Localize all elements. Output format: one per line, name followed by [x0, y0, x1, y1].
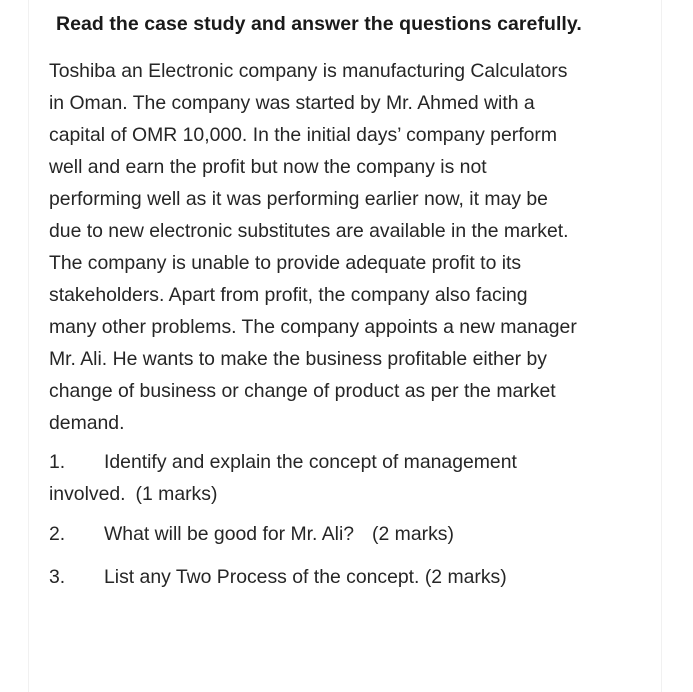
case-study-line: in Oman. The company was started by Mr. Ahmed with a: [49, 92, 535, 114]
question-text: Identify and explain the concept of management: [104, 451, 517, 473]
question-number: 3.: [49, 566, 66, 588]
case-study-line: performing well as it was performing earlier now, it may be: [49, 188, 548, 210]
case-study-line: change of business or change of product as per the market: [49, 380, 556, 402]
question-marks: (2 marks): [372, 523, 454, 545]
question-number: 2.: [49, 523, 66, 545]
case-study-line: Mr. Ali. He wants to make the business profitable either by: [49, 348, 547, 370]
question-number: 1.: [49, 451, 66, 473]
question-2: [49, 518, 454, 550]
document-page: [28, 0, 662, 692]
case-study-line: demand.: [49, 412, 125, 434]
case-study-line: Toshiba an Electronic company is manufacturing Calculators: [49, 60, 568, 82]
instructions-heading: Read the case study and answer the questions carefully.: [56, 13, 582, 35]
case-study-line: capital of OMR 10,000. In the initial days’ company perform: [49, 124, 557, 146]
case-study-line: due to new electronic substitutes are available in the market.: [49, 220, 569, 242]
question-text: List any Two Process of the concept. (2 marks): [104, 566, 507, 588]
question-1: [49, 446, 517, 510]
case-study-line: many other problems. The company appoints a new manager: [49, 316, 577, 338]
question-marks: (1 marks): [135, 483, 218, 505]
question-3: [49, 561, 507, 593]
question-text: What will be good for Mr. Ali?: [104, 523, 355, 545]
case-study-line: stakeholders. Apart from profit, the company also facing: [49, 284, 528, 306]
case-study-line: The company is unable to provide adequate profit to its: [49, 252, 522, 274]
case-study-line: well and earn the profit but now the company is not: [49, 156, 487, 178]
case-study-paragraph: [49, 55, 654, 439]
question-text-continued: involved.: [49, 483, 126, 505]
